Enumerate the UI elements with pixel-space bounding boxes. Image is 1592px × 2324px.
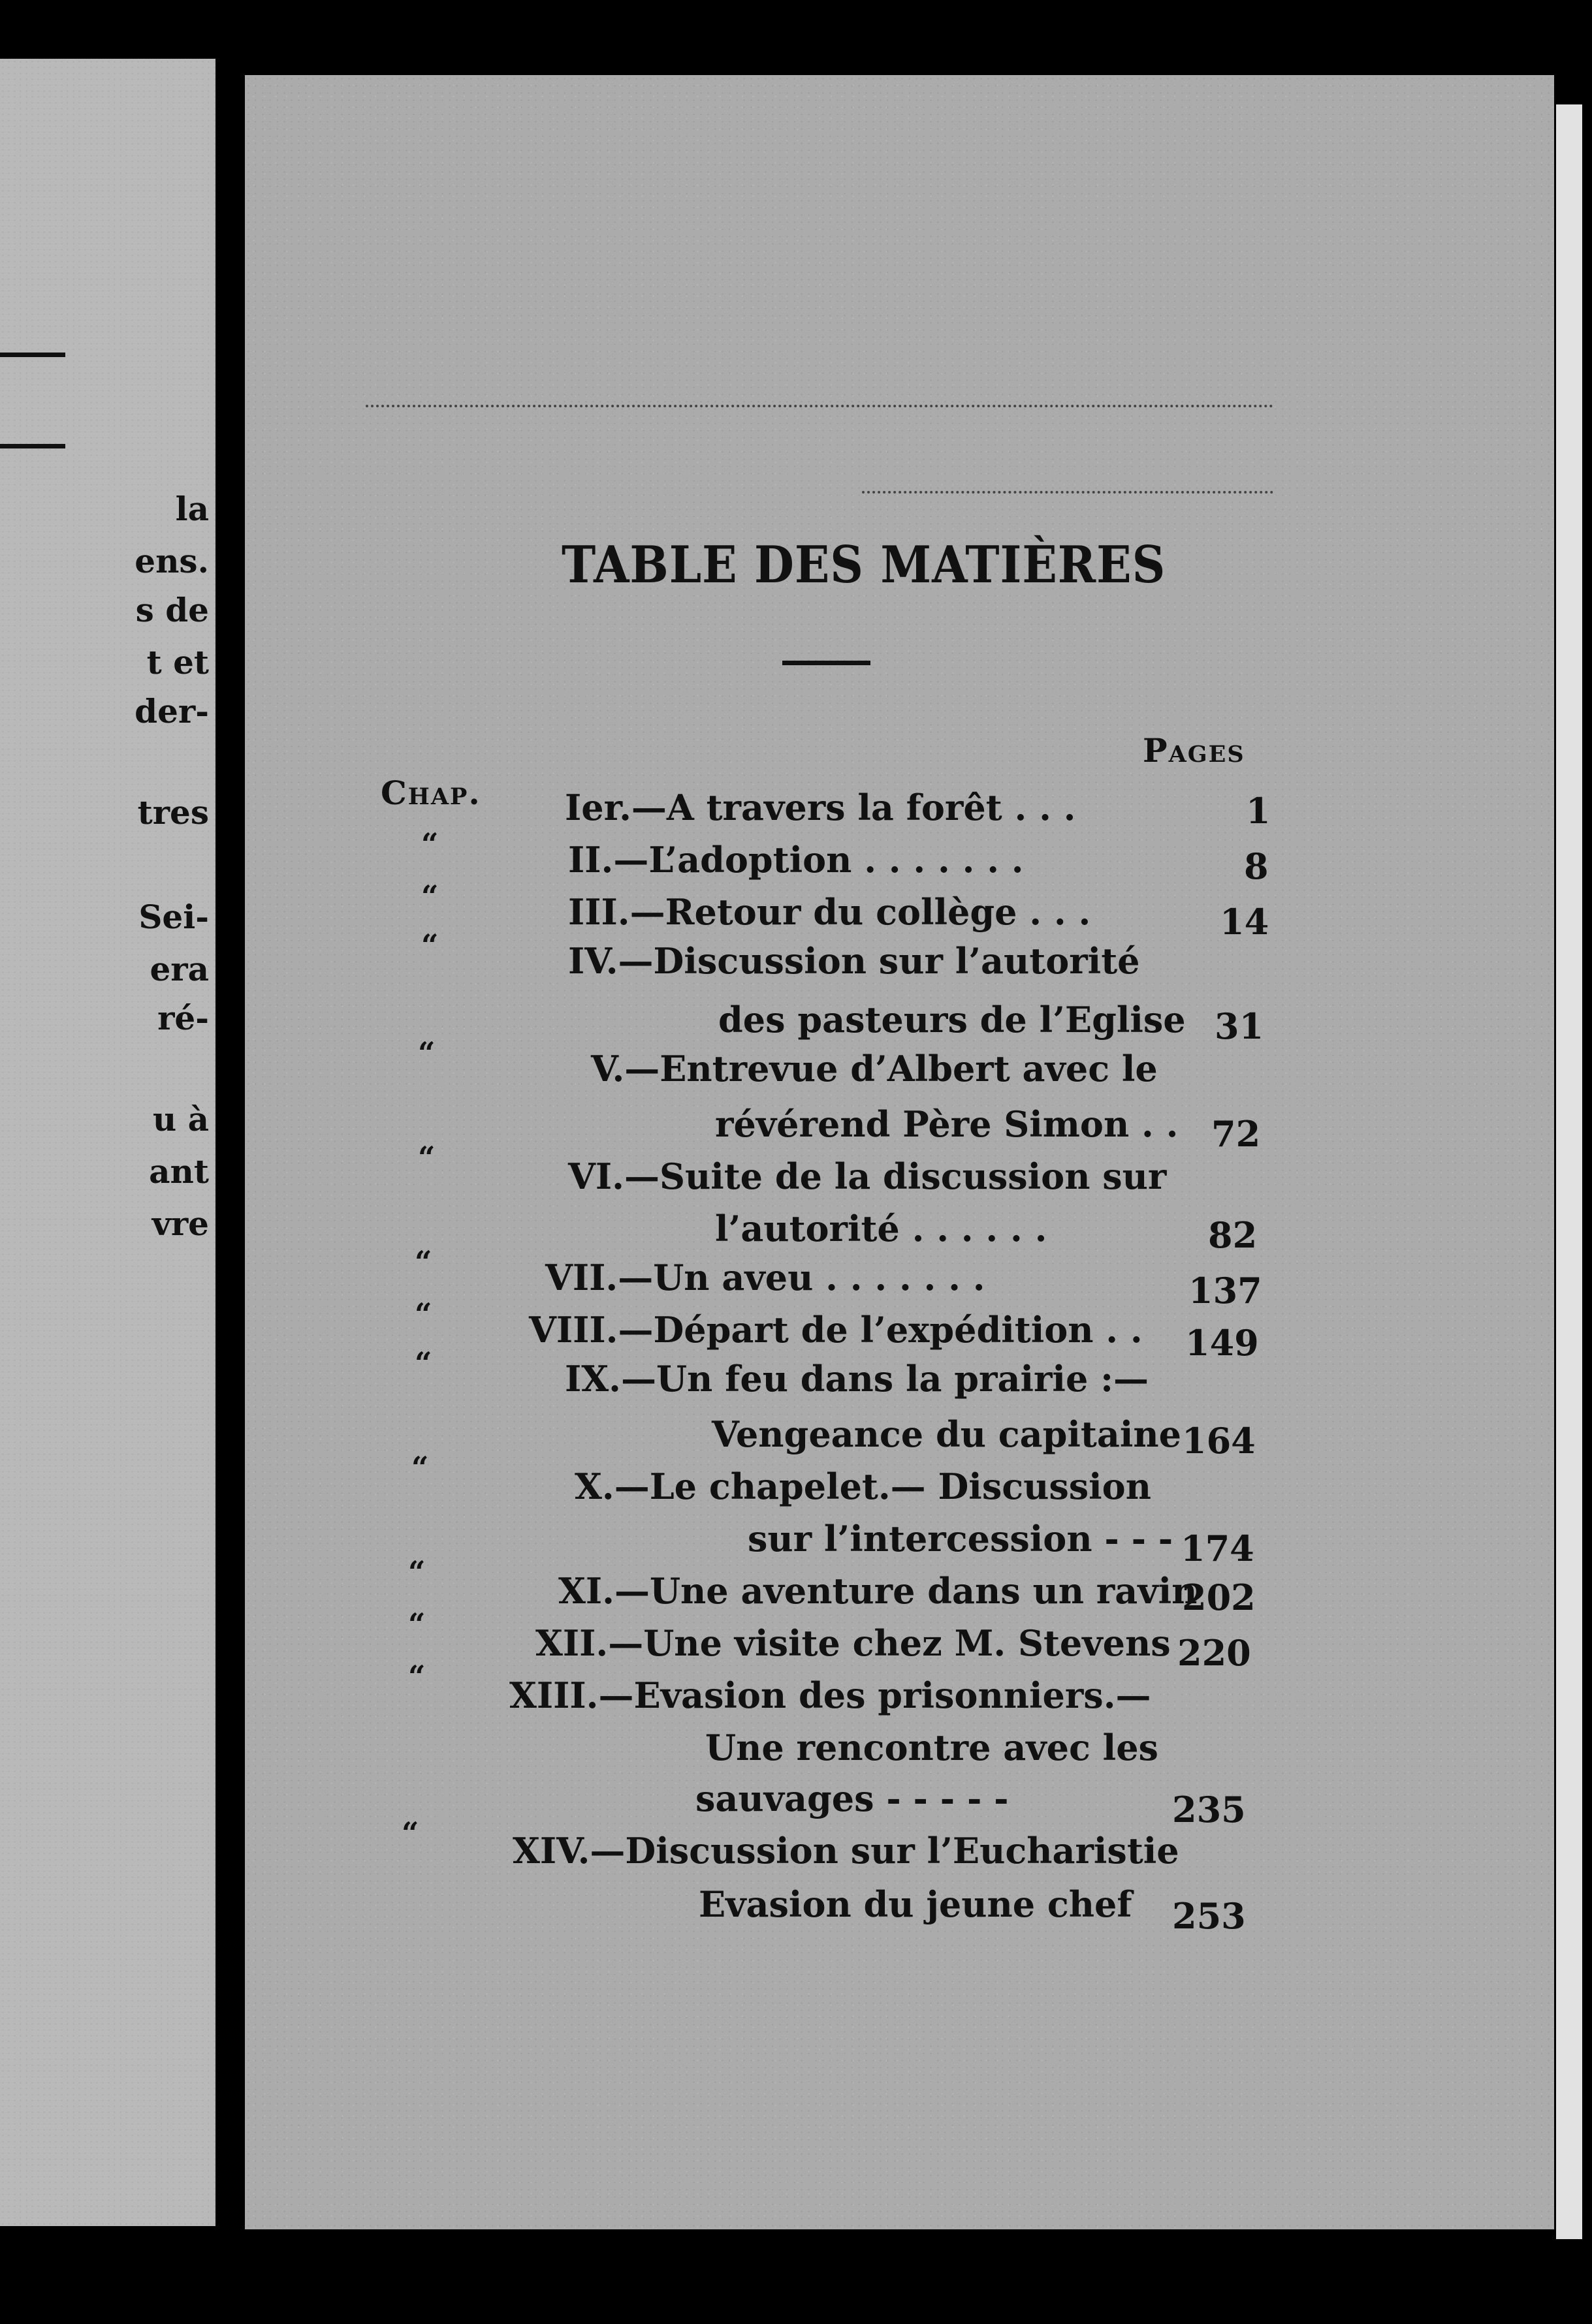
toc-entry-continuation: sauvages - - - - - — [695, 1778, 1009, 1819]
left-page-line: s de — [135, 591, 209, 629]
toc-page-number: 220 — [1177, 1632, 1251, 1674]
toc-entry-title: X.—Le chapelet.— Discussion — [575, 1466, 1151, 1507]
toc-page-number: 1 — [1246, 790, 1271, 832]
toc-entry-title: II.—L’adoption . . . . . . . — [568, 839, 1024, 881]
toc-page-number: 164 — [1182, 1420, 1256, 1462]
toc-entry-title: III.—Retour du collège . . . — [568, 891, 1091, 933]
toc-entry-title: VII.—Un aveu . . . . . . . — [545, 1257, 985, 1298]
toc-entry-continuation: l’autorité . . . . . . — [715, 1208, 1047, 1249]
ditto-mark: “ — [408, 1607, 426, 1642]
ditto-mark: “ — [402, 1815, 419, 1851]
title-dash — [782, 661, 870, 665]
chapter-column-label: Chap. — [381, 774, 481, 812]
toc-page-number: 31 — [1215, 1005, 1264, 1047]
left-page-line: vre — [151, 1204, 209, 1243]
toc-entry-continuation: Une rencontre avec les — [705, 1727, 1158, 1768]
toc-page-number: 72 — [1211, 1113, 1261, 1155]
toc-page-number: 14 — [1220, 901, 1269, 943]
ditto-mark: “ — [421, 879, 439, 914]
left-page-line: ens. — [135, 542, 209, 580]
pages-column-label: Pages — [1143, 731, 1245, 770]
toc-page-number: 202 — [1182, 1577, 1256, 1618]
left-page-line: Sei- — [138, 898, 209, 936]
left-page-line: ré- — [157, 999, 209, 1037]
toc-entry-title: IX.—Un feu dans la prairie :— — [565, 1358, 1149, 1400]
left-page-fragment — [0, 59, 215, 2226]
left-page-rule — [0, 444, 65, 448]
ditto-mark: “ — [411, 1450, 429, 1485]
toc-entry-continuation: Vengeance du capitaine — [712, 1413, 1181, 1455]
left-page-line: t et — [146, 643, 209, 682]
book-gutter — [215, 0, 247, 2324]
toc-entry-title: XII.—Une visite chez M. Stevens — [535, 1622, 1171, 1664]
toc-entry-title: XIV.—Discussion sur l’Eucharistie — [513, 1830, 1179, 1872]
page-title: TABLE DES MATIÈRES — [562, 535, 1166, 595]
toc-entry-continuation: Evasion du jeune chef — [699, 1883, 1132, 1925]
toc-page-number: 253 — [1172, 1895, 1246, 1937]
toc-entry-title: IV.—Discussion sur l’autorité — [568, 940, 1140, 982]
ditto-mark: “ — [408, 1554, 426, 1590]
toc-entry-title: Ier.—A travers la forêt . . . — [565, 787, 1076, 828]
toc-entry-title: XIII.—Evasion des prisonniers.— — [509, 1674, 1151, 1716]
toc-page-number: 82 — [1208, 1214, 1258, 1256]
ditto-mark: “ — [421, 826, 439, 862]
left-page-line: la — [175, 490, 209, 528]
left-page-rule — [0, 353, 65, 357]
toc-page-number: 137 — [1188, 1270, 1262, 1311]
left-page-line: der- — [135, 692, 209, 730]
toc-entry-title: XI.—Une aventure dans un ravin — [558, 1570, 1198, 1612]
toc-page-number: 8 — [1244, 845, 1269, 887]
toc-entry-continuation: des pasteurs de l’Eglise — [718, 999, 1186, 1041]
toc-entry-continuation: révérend Père Simon . . — [715, 1103, 1179, 1145]
toc-entry-continuation: sur l’intercession - - - — [748, 1518, 1173, 1560]
toc-entry-title: VIII.—Départ de l’expédition . . — [529, 1309, 1143, 1351]
ditto-mark: “ — [418, 1140, 436, 1175]
left-page-line: era — [150, 950, 209, 988]
ornamental-rule — [366, 405, 1273, 407]
toc-entry-title: VI.—Suite de la discussion sur — [568, 1155, 1167, 1197]
toc-page-number: 235 — [1172, 1789, 1246, 1830]
left-page-line: tres — [137, 793, 209, 832]
ditto-mark: “ — [418, 1035, 436, 1071]
ditto-mark: “ — [408, 1659, 426, 1694]
ornamental-rule — [862, 491, 1273, 494]
toc-entry-title: V.—Entrevue d’Albert avec le — [591, 1048, 1158, 1090]
toc-page-number: 149 — [1185, 1322, 1259, 1364]
left-page-line: ant — [149, 1152, 209, 1191]
toc-page-number: 174 — [1181, 1528, 1254, 1569]
ditto-mark: “ — [421, 928, 439, 963]
ditto-mark: “ — [415, 1345, 432, 1381]
left-page-line: u à — [152, 1100, 209, 1138]
page-edge — [1556, 104, 1582, 2239]
ditto-mark: “ — [415, 1244, 432, 1280]
ditto-mark: “ — [415, 1296, 432, 1332]
